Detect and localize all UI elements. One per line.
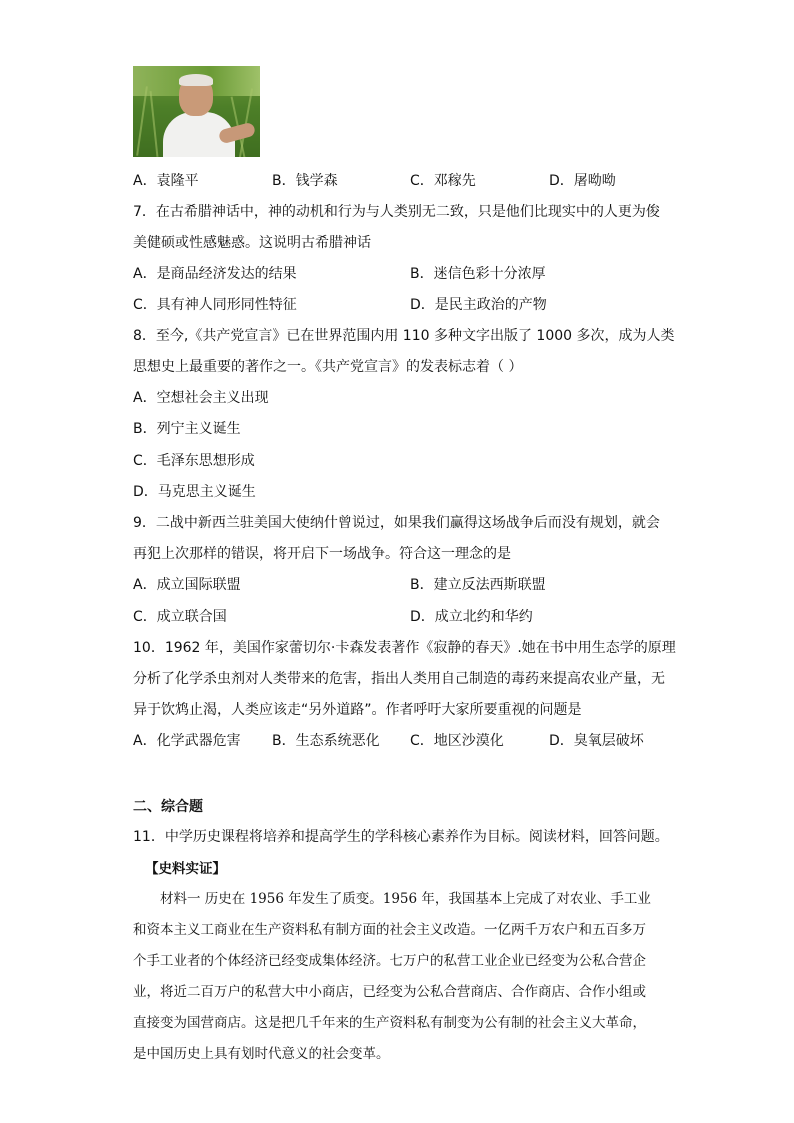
q10-stem-line3: 异于饮鸩止渴，人类应该走“另外道路”。作者呼吁大家所要重视的问题是 [133,702,582,718]
q10-option-c: C．地区沙漠化 [410,733,504,749]
q8-option-a: A．空想社会主义出现 [133,390,269,406]
q8-stem-line2: 思想史上最重要的著作之一。《共产党宣言》的发表标志着（ ） [133,359,523,375]
q6-option-b: B．钱学森 [272,173,338,189]
q7-stem-line2: 美健硕或性感魅惑。这说明古希腊神话 [133,235,371,251]
q8-option-c: C．毛泽东思想形成 [133,453,255,469]
q9-option-b: B．建立反法西斯联盟 [410,577,546,593]
q11-material-line2: 和资本主义工商业在生产资料私有制方面的社会主义改造。一亿两千万农户和五百多万 [133,922,646,938]
q9-stem-line1: 9．二战中新西兰驻美国大使纳什曾说过，如果我们赢得这场战争后而没有规划，就会 [133,515,660,531]
q8-option-b: B．列宁主义诞生 [133,421,241,437]
q11-material-line5: 直接变为国营商店。这是把几千年来的生产资料私有制变为公有制的社会主义大革命， [133,1015,646,1031]
q11-subheading: 【史料实证】 [145,861,226,877]
q11-material-line4: 业，将近二百万户的私营大中小商店，已经变为公私合营商店、合作商店、合作小组或 [133,984,646,1000]
q6-option-c: C．邓稼先 [410,173,476,189]
q6-option-a: A．袁隆平 [133,173,199,189]
q10-option-a: A．化学武器危害 [133,733,241,749]
q7-stem-line1: 7．在古希腊神话中，神的动机和行为与人类别无二致，只是他们比现实中的人更为俊 [133,204,660,220]
q11-material-line1: 材料一 历史在 1956 年发生了质变。1956 年，我国基本上完成了对农业、手工业 [160,891,651,907]
q8-option-d: D．马克思主义诞生 [133,484,256,500]
q9-option-c: C．成立联合国 [133,609,227,625]
q10-stem-line2: 分析了化学杀虫剂对人类带来的危害，指出人类用自己制造的毒药来提高农业产量，无 [133,671,665,687]
q10-stem-line1: 10．1962 年，美国作家蕾切尔·卡森发表著作《寂静的春天》.她在书中用生态学的原理 [133,640,676,656]
q8-stem-line1: 8．至今,《共产党宣言》已在世界范围内用 110 多种文字出版了 1000 多次，成为人类 [133,328,675,344]
q10-option-d: D．臭氧层破坏 [549,733,644,749]
section-title: 二、综合题 [133,799,203,815]
q6-option-d: D．屠呦呦 [549,173,616,189]
q9-option-d: D．成立北约和华约 [410,609,533,625]
q9-option-a: A．成立国际联盟 [133,577,241,593]
q7-option-c: C．具有神人同形同性特征 [133,297,297,313]
q11-material-line6: 是中国历史上具有划时代意义的社会变革。 [133,1046,390,1062]
q11-stem: 11．中学历史课程将培养和提高学生的学科核心素养作为目标。阅读材料，回答问题。 [133,829,669,845]
portrait-photo [133,66,260,157]
q9-stem-line2: 再犯上次那样的错误，将开启下一场战争。符合这一理念的是 [133,546,511,562]
q11-material-line3: 个手工业者的个体经济已经变成集体经济。七万户的私营工业企业已经变为公私合营企 [133,953,646,969]
q10-option-b: B．生态系统恶化 [272,733,380,749]
q7-option-d: D．是民主政治的产物 [410,297,547,313]
q7-option-b: B．迷信色彩十分浓厚 [410,266,546,282]
q7-option-a: A．是商品经济发达的结果 [133,266,297,282]
